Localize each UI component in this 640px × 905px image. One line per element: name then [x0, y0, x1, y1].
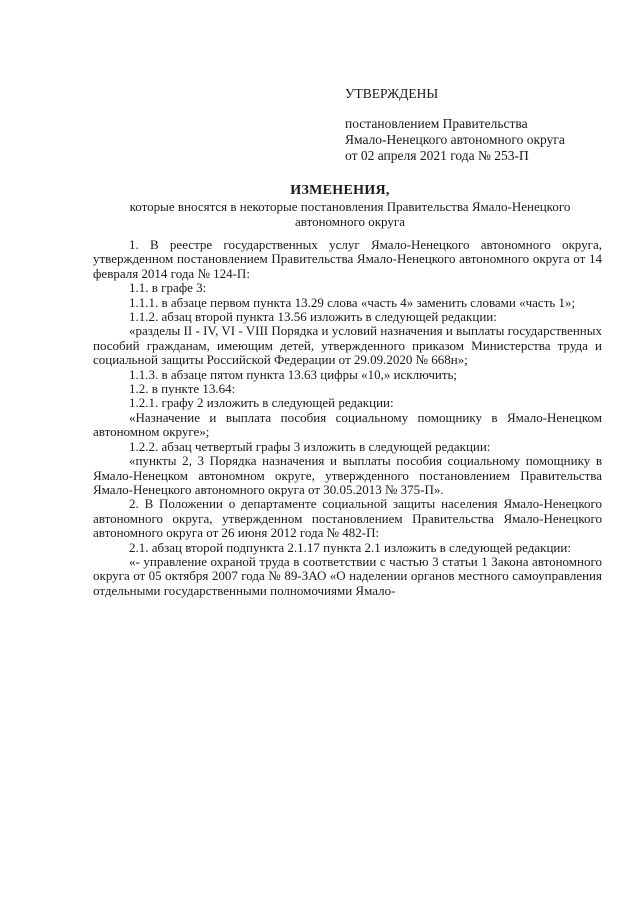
paragraph: 1.1. в графе 3:: [129, 280, 207, 296]
approval-stamp: [345, 86, 565, 164]
document-subtitle: которые вносятся в некоторые постановления Правительства Ямало-Ненецкого автономного округа: [129, 199, 571, 229]
approved-line: Ямало-Ненецкого автономного округа: [345, 132, 565, 147]
document-title: ИЗМЕНЕНИЯ,: [290, 183, 390, 198]
paragraph: 2. В Положении о департаменте социальной защиты населения Ямало-Ненецкого автономного округа, утвержденном постановлением Правительства Ямало-Ненецкого автономного округа от 26 июня 2012 года № 482-П:: [93, 496, 602, 541]
paragraph: 1.1.3. в абзаце пятом пункта 13.63 цифры «10,» исключить;: [129, 366, 458, 382]
paragraph: 1.1.2. абзац второй пункта 13.56 изложить в следующей редакции:: [129, 309, 497, 325]
document-body: [93, 238, 602, 598]
paragraph: «- управление охраной труда в соответствии с частью 3 статьи 1 Закона автономного округа от 05 октября 2007 года № 89-ЗАО «О наделении органов местного самоуправления отдельными государственными полномочиями Ямало-: [93, 553, 602, 598]
approved-line: от 02 апреля 2021 года № 253-П: [345, 148, 529, 163]
paragraph: 2.1. абзац второй подпункта 2.1.17 пункта 2.1 изложить в следующей редакции:: [129, 539, 571, 555]
paragraph: 1.2.2. абзац четвертый графы 3 изложить в следующей редакции:: [129, 438, 491, 454]
paragraph: 1.2.1. графу 2 изложить в следующей редакции:: [129, 395, 394, 411]
approved-line: постановлением Правительства: [345, 116, 528, 131]
paragraph: «Назначение и выплата пособия социальному помощнику в Ямало-Ненецком автономном округе»;: [93, 409, 602, 440]
paragraph: 1. В реестре государственных услуг Ямало-Ненецкого автономного округа, утвержденном постановлением Правительства Ямало-Ненецкого автономного округа от 14 февраля 2014 года № 124-П:: [93, 237, 602, 281]
approved-heading: УТВЕРЖДЕНЫ: [345, 86, 439, 101]
paragraph: «разделы II - IV, VI - VIII Порядка и условий назначения и выплаты государственных пособий гражданам, имеющим детей, утвержденного приказом Министерства труда и социальной защиты Российской Федерации от 29.09.2020 № 668н»;: [93, 323, 602, 368]
paragraph: «пункты 2, 3 Порядка назначения и выплаты пособия социальному помощнику в Ямало-Ненецком автономном округе, утвержденного постановлением Правительства Ямало-Ненецкого автономного округа от 30.05.2013 № 375-П».: [93, 453, 602, 497]
paragraph: 1.2. в пункте 13.64:: [129, 381, 236, 397]
paragraph: 1.1.1. в абзаце первом пункта 13.29 слова «часть 4» заменить словами «часть 1»;: [129, 294, 576, 310]
